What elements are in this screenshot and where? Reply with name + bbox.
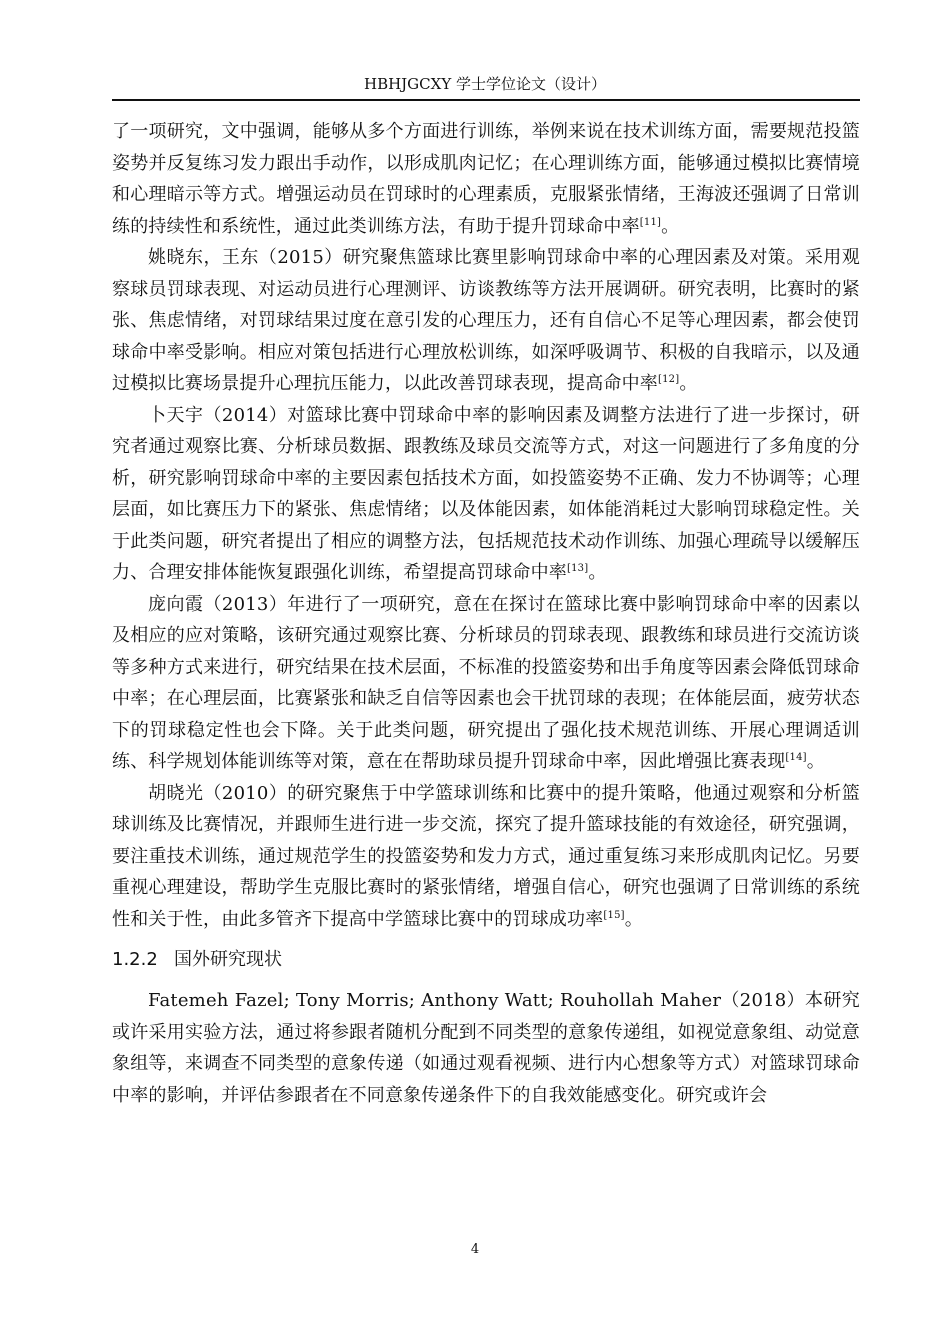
section-title: 国外研究现状 [174,949,282,970]
header-rule [112,99,860,101]
section-heading [112,945,860,975]
paragraph-end: 。 [806,751,825,772]
paragraph-end: 。 [661,215,680,237]
paragraph-yao-wang [112,242,860,400]
citation-ref: [12] [658,374,680,385]
paragraph-bu [112,400,860,589]
running-header: HBHJGCXY 学士学位论文（设计） [363,75,606,93]
paragraph-text: 庞向霞（2013）年进行了一项研究，意在在探讨在篮球比赛中影响罚球命中率的因素以及相应的应对策略，该研究通过观察比赛、分析球员的罚球表现、跟教练和球员进行交流访谈等多种方式来进行，研究结果在技术层面，不标准的投篮姿势和出手角度等因素会降低罚球命中率；在心理层面，比赛紧张和缺乏自信等因素也会干扰罚球的表现；在体能层面，疲劳状态下的罚球稳定性也会下降。关于此类问题，研究提出了强化技术规范训练、开展心理调适训练、科学规划体能训练等对策，意在在帮助球员提升罚球命中率，因此增强比赛表现 [112,593,860,772]
paragraph-text: Fatemeh Fazel; Tony Morris; Anthony Watt; Rouhollah Maher（2018）本研究或许采用实验方法，通过将参跟者随机分配到不同类型的意象传递组，如视觉意象组、动觉意象组等，来调查不同类型的意象传递（如通过观看视频、进行内心想象等方式）对篮球罚球命中率的影响，并评估参跟者在不同意象传递条件下的自我效能感变化。研究或许会 [112,990,860,1106]
paragraph-text: 姚晓东，王东（2015）研究聚焦篮球比赛里影响罚球命中率的心理因素及对策。采用观察球员罚球表现、对运动员进行心理测评、访谈教练等方法开展调研。研究表明，比赛时的紧张、焦虑情绪，对罚球结果过度在意引发的心理压力，还有自信心不足等心理因素，都会使罚球命中率受影响。相应对策包括进行心理放松训练，如深呼吸调节、积极的自我暗示，以及通过模拟比赛场景提升心理抗压能力，以此改善罚球表现，提高命中率 [112,247,860,394]
paragraph-foreign [112,985,860,1111]
paragraph-end: 。 [624,908,643,930]
citation-ref: [15] [603,909,625,921]
section-number: 1.2.2 [112,949,158,970]
paragraph-end: 。 [588,562,607,583]
paragraph-hu [112,778,860,936]
page-number: 4 [470,1242,480,1257]
paragraph-text: 卜天宇（2014）对篮球比赛中罚球命中率的影响因素及调整方法进行了进一步探讨，研究者通过观察比赛、分析球员数据、跟教练及球员交流等方式，对这一问题进行了多角度的分析，研究影响罚球命中率的主要因素包括技术方面，如投篮姿势不正确、发力不协调等；心理层面，如比赛压力下的紧张、焦虑情绪；以及体能因素，如体能消耗过大影响罚球稳定性。关于此类问题，研究者提出了相应的调整方法，包括规范技术动作训练、加强心理疏导以缓解压力、合理安排体能恢复跟强化训练，希望提高罚球命中率 [112,404,860,583]
page-body [112,116,860,1111]
paragraph-end: 。 [679,373,698,394]
paragraph-continuation [112,116,860,242]
paragraph-text: 了一项研究，文中强调，能够从多个方面进行训练，举例来说在技术训练方面，需要规范投篮姿势并反复练习发力跟出手动作，以形成肌肉记忆；在心理训练方面，能够通过模拟比赛情境和心理暗示等方式。增强运动员在罚球时的心理素质，克服紧张情绪，王海波还强调了日常训练的持续性和系统性，通过此类训练方法，有助于提升罚球命中率 [112,121,860,237]
citation-ref: [11] [639,216,662,228]
paragraph-pang [112,589,860,778]
paragraph-text: 胡晓光（2010）的研究聚焦于中学篮球训练和比赛中的提升策略，他通过观察和分析篮球训练及比赛情况，并跟师生进行进一步交流，探究了提升篮球技能的有效途径，研究强调，要注重技术训练，通过规范学生的投篮姿势和发力方式，通过重复练习来形成肌肉记忆。另要重视心理建设，帮助学生克服比赛时的紧张情绪，增强自信心，研究也强调了日常训练的系统性和关于性，由此多管齐下提高中学篮球比赛中的罚球成功率 [112,782,860,930]
citation-ref: [13] [567,563,589,574]
citation-ref: [14] [785,752,807,763]
